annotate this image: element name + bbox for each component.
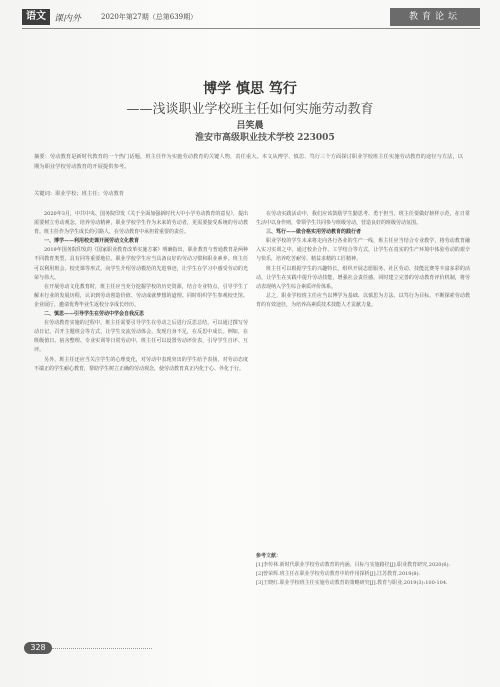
paragraph: 在开展劳动文化教育时，班主任应当充分挖掘学校的历史资源，结合专业特点，引导学生了解本行业的发展历程，认识到劳动创造价值、劳动成就梦想的道理。同时组织学生参观校史馆、企业展厅，邀请优秀毕业生返校分享成长经历。: [34, 283, 248, 308]
paragraph: 班主任可以根据学生的兴趣特长，组织开展志愿服务、社区劳动、技能比赛等丰富多彩的活动，让学生在实践中提升劳动技能，增强社会责任感。同时建立完善的劳动教育评价机制，将劳动表现纳入学生综合素质评价体系。: [256, 265, 470, 290]
references: [256, 552, 470, 588]
references-title: 参考文献：: [256, 553, 282, 559]
section-heading: 二、慎思——引导学生在劳动中学会自我反思: [44, 311, 145, 318]
issue-info: 2020年第27期（总第639期）: [101, 13, 198, 21]
footer-rule: [52, 648, 152, 649]
article-subtitle: ——浅谈职业学校班主任如何实施劳动教育: [126, 102, 374, 117]
section-heading: 三、笃行——做合格实用劳动教育的践行者: [266, 229, 362, 236]
author-name: 吕笑晨: [236, 121, 264, 131]
reference-item: [1]李传林.新时代职业学校劳动教育的内涵、目标与实施路径[J].职业教育研究,2020(6).: [256, 562, 451, 568]
journal-logo-sub: 课内外: [54, 13, 82, 24]
keywords: 关键词：职业学校；班主任；劳动教育: [34, 191, 125, 197]
section-label: 教育论坛: [390, 8, 480, 26]
page-header: [22, 8, 480, 26]
paragraph: 另外，班主任还应当关注学生的心理变化，对劳动中表现突出的学生给予表扬，对劳动态度不端正的学生耐心教育，帮助学生树立正确的劳动观念，使劳动教育真正内化于心、外化于行。: [34, 356, 248, 372]
paragraph: 职业学校的学生未来将走向各行各业的生产一线，班主任应当结合专业教学，将劳动教育融入实习实训之中。通过校企合作、工学结合等方式，让学生在真实的生产环境中体验劳动的艰辛与快乐，培养吃苦耐劳、精益求精的工匠精神。: [256, 238, 470, 263]
paragraph: 总之，职业学校班主任应当以博学为基础、以慎思为方法、以笃行为目标，不断探索劳动教育的有效途径，为培养高素质技术技能人才贡献力量。: [256, 292, 470, 308]
paragraph: 在劳动教育实施的过程中，班主任需要引导学生在劳动之后进行反思总结，可以通过撰写劳动日记、召开主题班会等方式，让学生交流劳动体会，发现自身不足，在反思中成长。例如，在班级值日、宿舍整理、专业实训等日常劳动中，班主任可以设置劳动评价表，引导学生自评、互评。: [34, 320, 248, 354]
reference-item: [3]王晓红.职业学校班主任实施劳动教育的策略研究[J].教育与职业,2019(3):100-104.: [256, 580, 448, 586]
abstract: 摘要：劳动教育是新时代教育的一个热门话题，班主任作为实施劳动教育的关键人物，责任重大。本文从博学、慎思、笃行三个方面探讨职业学校班主任实施劳动教育的途径与方法，以期为职业学校劳动教育的开展提供参考。: [34, 154, 464, 170]
paragraph: 2020年3月，中共中央、国务院印发《关于全面加强新时代大中小学劳动教育的意见》，提出需要树立劳动观念，培养劳动精神，职业学校学生作为未来的劳动者，更需要接受系统的劳动教育。班主任作为学生成长的引路人，在劳动教育中承担着重要的责任。: [34, 211, 248, 236]
body-column-left: [34, 210, 248, 660]
section-heading: 一、博学——利用校史课开展劳动文化教育: [44, 238, 140, 245]
author-affiliation: 淮安市高级职业技术学校 223005: [195, 133, 335, 143]
reference-item: [2]曾荣辉.班主任在职业学校劳动教育中的作用探析[J].江苏教育,2019(8).: [256, 571, 421, 577]
paragraph: 在劳动实践活动中，我们应该鼓励学生勤思考、勇于担当，班主任要做好榜样示范，在日常生活中以身作则，带领学生共同参与班级劳动，营造良好的班级劳动氛围。: [256, 211, 470, 227]
header-rule: [22, 28, 480, 29]
journal-logo: 语文: [22, 9, 50, 25]
article-title: 博学 慎思 笃行: [203, 81, 297, 97]
paragraph: 2019年国务院印发的《国家职业教育改革实施方案》明确指出，职业教育与普通教育是两种不同教育类型，具有同等重要地位。职业学校学生应当具备良好的劳动习惯和职业素养。班主任可以利用班会、校史课等形式，向学生介绍劳动模范的先进事迹，让学生在学习中感受劳动的光荣与伟大。: [34, 247, 248, 281]
page-number: 328: [24, 642, 52, 654]
